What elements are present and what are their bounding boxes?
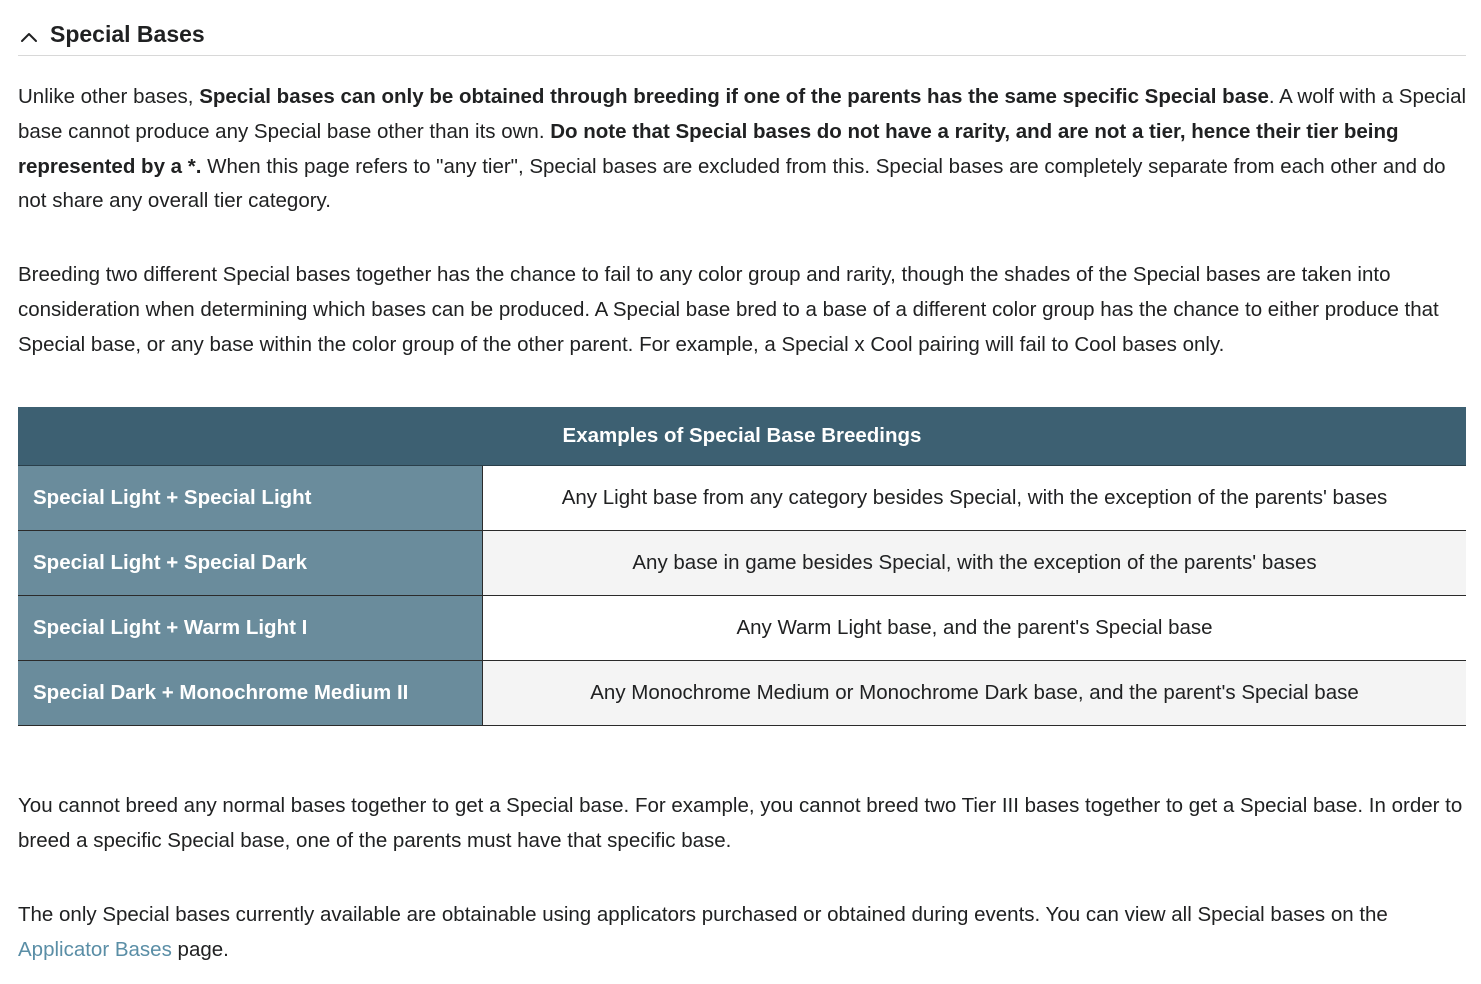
normal-bases-paragraph: You cannot breed any normal bases together to get a Special base. For example, you cannot breed two Tier III bases together to get a Special base. In order to breed a specific Special base, one of the parents must have that specific base. <box>18 794 1463 852</box>
intro-bold-2: Do note that Special bases do not have a rarity, and are not a tier, hence their tier being represented by a *. <box>18 119 1399 178</box>
table-row <box>18 596 1466 661</box>
availability-paragraph <box>18 898 1470 968</box>
section-title: Special Bases <box>50 21 205 47</box>
table-row <box>18 661 1466 726</box>
pair-cell: Special Dark + Monochrome Medium II <box>18 661 483 726</box>
intro-bold-1: Special bases can only be obtained through breeding if one of the parents has the same specific Special base <box>199 85 1269 108</box>
table-caption: Examples of Special Base Breedings <box>18 407 1466 466</box>
table-row <box>18 466 1466 531</box>
result-cell: Any Monochrome Medium or Monochrome Dark base, and the parent's Special base <box>483 661 1467 726</box>
availability-text-2: page. <box>171 937 229 961</box>
applicator-bases-link[interactable]: Applicator Bases <box>18 937 172 961</box>
availability-text-1: The only Special bases currently available are obtainable using applicators purchased or obtained during events. You can view all Special bases on the <box>18 903 1388 926</box>
result-cell: Any base in game besides Special, with the exception of the parents' bases <box>483 531 1467 596</box>
intro-text-1: Unlike other bases, <box>18 85 200 108</box>
breeding-examples-table <box>18 407 1466 726</box>
intro-paragraph <box>18 80 1470 219</box>
table-row <box>18 531 1466 596</box>
result-cell: Any Warm Light base, and the parent's Special base <box>483 596 1467 661</box>
pair-cell: Special Light + Warm Light I <box>18 596 483 661</box>
pair-cell: Special Light + Special Dark <box>18 531 483 596</box>
pair-cell: Special Light + Special Light <box>18 466 483 531</box>
intro-text-2: . A wolf with a Special base cannot produce any Special base other than its own. <box>18 85 1467 143</box>
section-header[interactable] <box>18 18 1466 56</box>
intro-text-3: When this page refers to "any tier", Special bases are excluded from this. Special bases are completely separate from each other and do not share any overall tier category. <box>18 154 1446 213</box>
table-caption-row <box>18 407 1466 466</box>
breeding-paragraph: Breeding two different Special bases together has the chance to fail to any color group and rarity, though the shades of the Special bases are taken into consideration when determining which bases can be produced. A Special base bred to a base of a different color group has the chance to either produce that Special base, or any base within the color group of the other parent. For example, a Special x Cool pairing will fail to Cool bases only. <box>18 263 1439 356</box>
result-cell: Any Light base from any category besides Special, with the exception of the parents' bases <box>483 466 1467 531</box>
chevron-up-icon[interactable] <box>18 26 40 48</box>
